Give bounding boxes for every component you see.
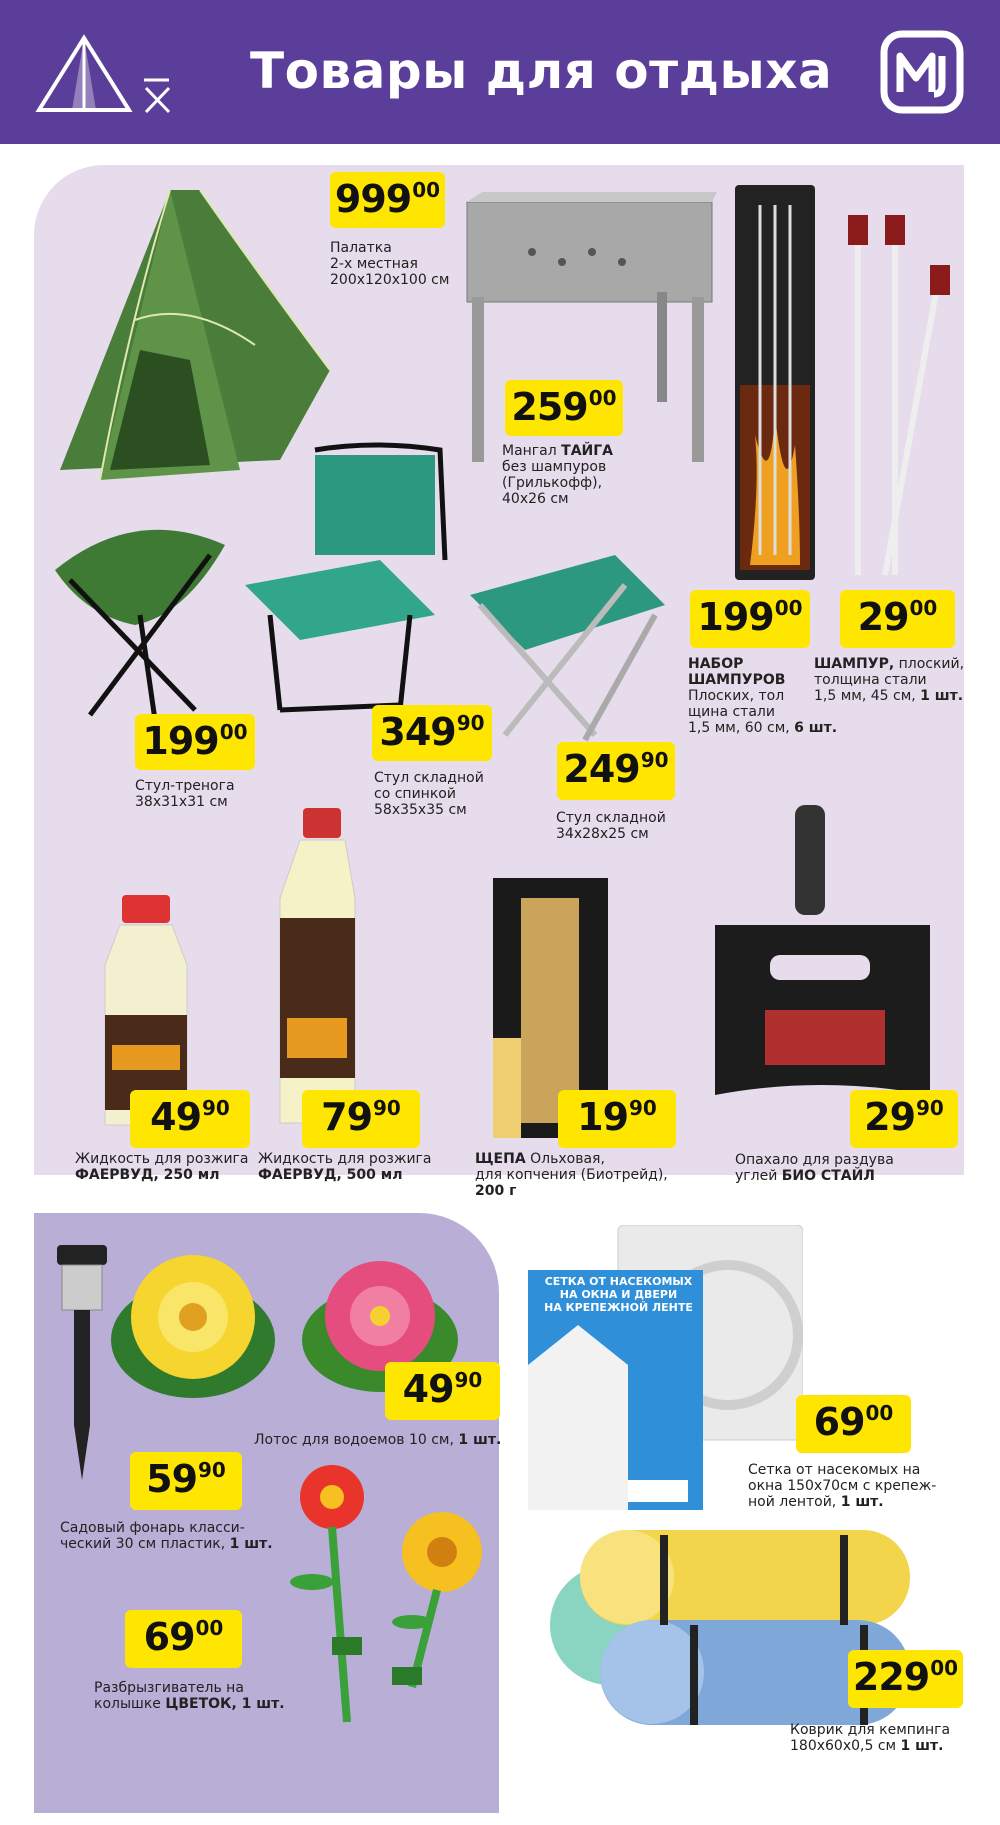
grill-price: 259 00 xyxy=(505,380,623,436)
fan-image xyxy=(710,805,935,1105)
insect-net-price: 69 00 xyxy=(796,1395,911,1453)
header-banner xyxy=(0,0,1000,144)
page-title: Товары для отдыха xyxy=(250,42,833,100)
magnit-logo-icon xyxy=(880,30,965,115)
sprinkler-label: Разбрызгиватель на колышке ЦВЕТОК, 1 шт. xyxy=(94,1680,285,1712)
garden-lamp-price: 59 90 xyxy=(130,1452,242,1510)
grill-label: Мангал ТАЙГА без шампуров (Грилькофф), 40x26 см xyxy=(502,443,614,507)
lotus-price: 49 90 xyxy=(385,1362,500,1420)
fluid-500-label: Жидкость для розжига ФАЕРВУД, 500 мл xyxy=(258,1151,432,1183)
wood-chips-price: 19 90 xyxy=(558,1090,676,1148)
camping-mat-image xyxy=(540,1530,920,1745)
fluid-250-price: 49 90 xyxy=(130,1090,250,1148)
skewer-label: ШАМПУР, плоский, толщина стали 1,5 мм, 45 см, 1 шт. xyxy=(814,656,965,704)
lotus-label: Лотос для водоемов 10 см, 1 шт. xyxy=(254,1432,502,1448)
camping-mat-price: 229 00 xyxy=(848,1650,963,1708)
folding-stool-price: 249 90 xyxy=(557,742,675,800)
skewer-set-label: НАБОР ШАМПУРОВ Плоских, тол щина стали 1,5 мм, 60 см, 6 шт. xyxy=(688,656,838,736)
garden-lamp-image xyxy=(52,1245,112,1485)
camping-mat-label: Коврик для кемпинга 180x60x0,5 см 1 шт. xyxy=(790,1722,951,1754)
tent-price: 999 00 xyxy=(330,172,445,228)
chair-back-label: Стул складной со спинкой 58x35x35 см xyxy=(374,770,484,818)
insect-net-label: Сетка от насекомых на окна 150x70см с крепеж- ной лентой, 1 шт. xyxy=(748,1462,937,1510)
insect-net-package-text: СЕТКА ОТ НАСЕКОМЫХ НА ОКНА И ДВЕРИ НА КРЕПЕЖНОЙ ЛЕНТЕ xyxy=(544,1275,693,1314)
skewer-image xyxy=(840,190,960,580)
sprinkler-image xyxy=(272,1462,487,1727)
fan-price: 29 90 xyxy=(850,1090,958,1148)
chair-back-price: 349 90 xyxy=(372,705,492,761)
skewer-set-image xyxy=(730,185,820,580)
wood-chips-label: ЩЕПА Ольховая, для копчения (Биотрейд), 200 г xyxy=(475,1151,668,1199)
tripod-stool-label: Стул-тренога 38x31x31 см xyxy=(135,778,235,810)
chair-back-image xyxy=(240,440,460,720)
folding-stool-label: Стул складной 34x28x25 см xyxy=(556,810,666,842)
fluid-250-label: Жидкость для розжига ФАЕРВУД, 250 мл xyxy=(75,1151,249,1183)
yellow-lotus-image xyxy=(108,1245,278,1400)
fan-label: Опахало для раздува углей БИО СТАЙЛ xyxy=(735,1152,894,1184)
fluid-500-image xyxy=(275,808,370,1128)
tent-logo-icon xyxy=(34,30,204,115)
folding-stool-image xyxy=(465,545,675,745)
garden-lamp-label: Садовый фонарь класси- ческий 30 см пластик, 1 шт. xyxy=(60,1520,273,1552)
skewer-price: 29 00 xyxy=(840,590,955,648)
tripod-stool-price: 199 00 xyxy=(135,714,255,770)
fluid-500-price: 79 90 xyxy=(302,1090,420,1148)
sprinkler-price: 69 00 xyxy=(125,1610,242,1668)
skewer-set-price: 199 00 xyxy=(690,590,810,648)
tent-label: Палатка 2-х местная 200x120x100 см xyxy=(330,240,450,288)
tripod-stool-image xyxy=(45,505,235,725)
